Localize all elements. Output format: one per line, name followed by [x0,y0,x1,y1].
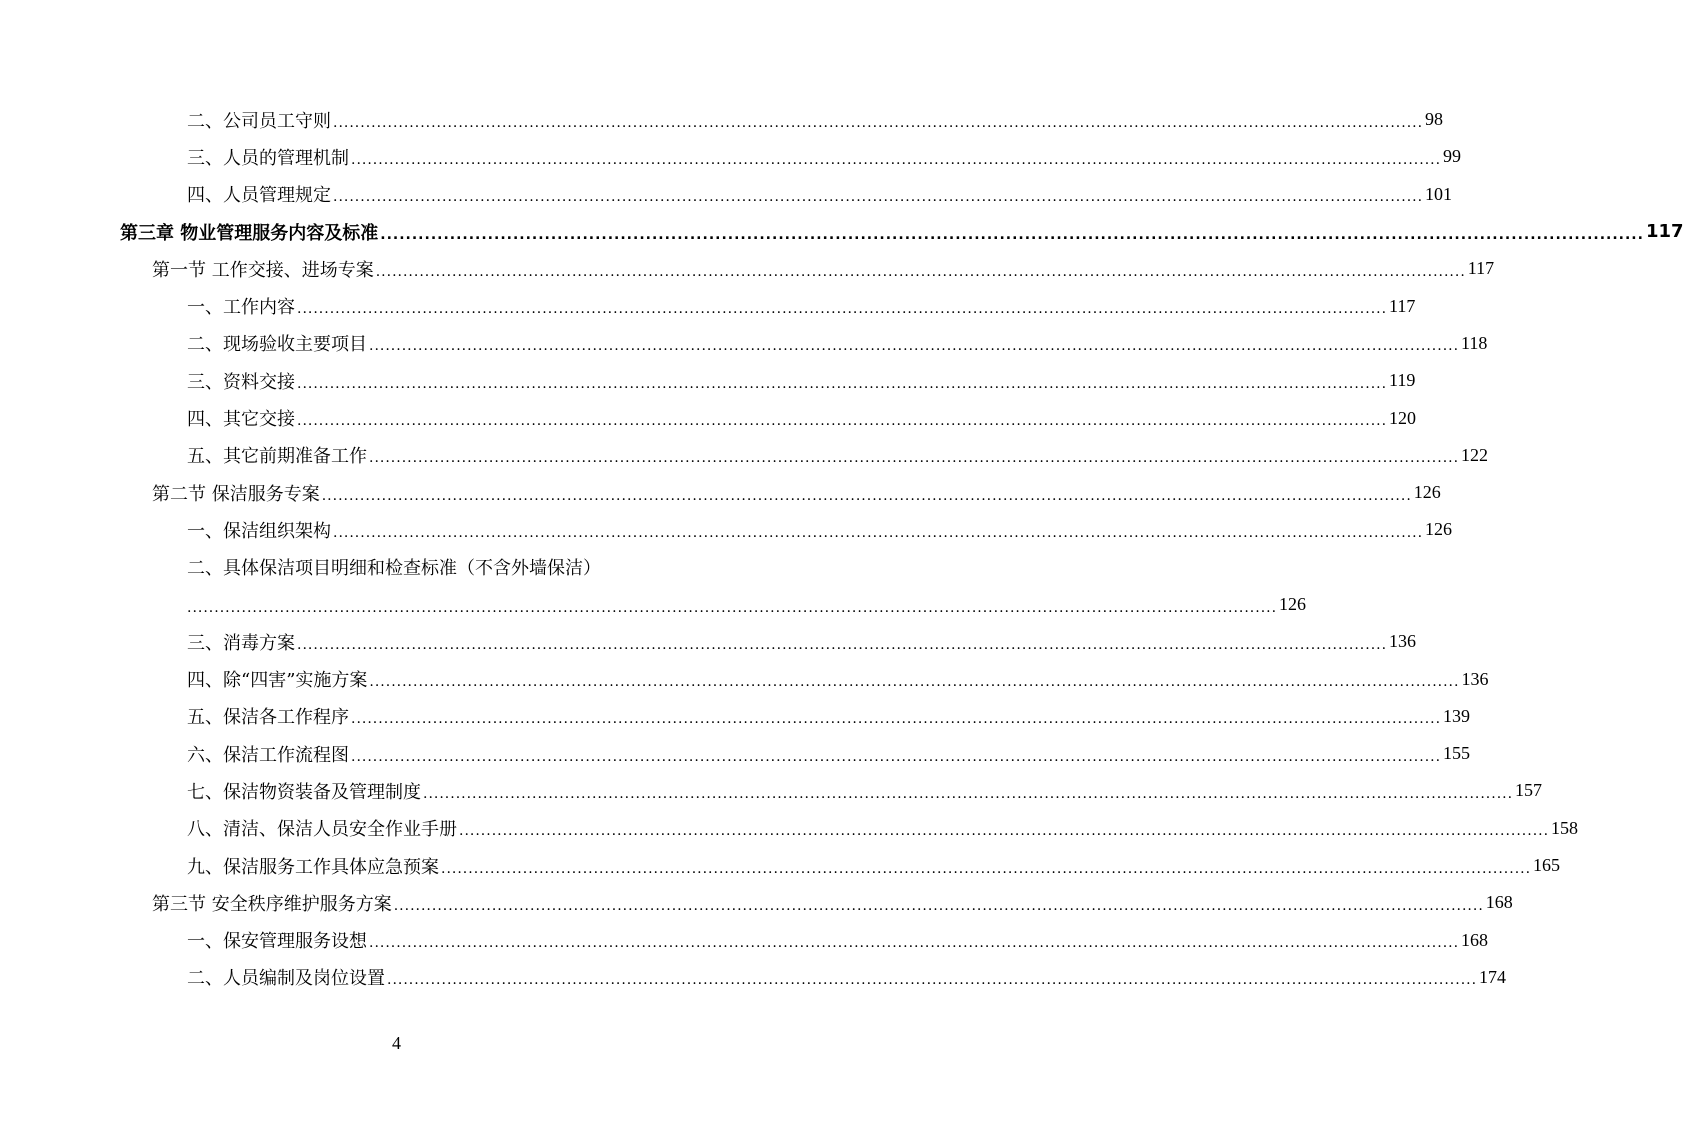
toc-entry-page: 98 [1425,109,1444,130]
toc-entry[interactable] [187,511,1453,548]
toc-entry[interactable] [187,698,1471,735]
toc-entry[interactable] [187,660,1489,697]
toc-entry-page: 136 [1389,631,1417,652]
dot-leader: ........................................................................................................................................................................................................ [369,674,1460,691]
table-of-contents [0,101,1684,996]
dot-leader: ........................................................................................................................................................................................................ [459,823,1550,840]
dot-leader: ........................................................................................................................................................................................................ [333,189,1424,206]
dot-leader: ........................................................................................................................................................................................................ [441,860,1532,877]
toc-entry-title: 三、资料交接 [187,371,295,393]
toc-entry-page: 174 [1479,966,1507,987]
toc-section[interactable] [152,474,1441,511]
toc-entry-page: 168 [1485,892,1513,913]
dot-leader: ........................................................................................................................................................................................................ [387,972,1478,989]
toc-entry-title: 四、除“四害”实施方案 [187,670,368,692]
dot-leader: ........................................................................................................................................................................................................ [297,301,1388,318]
toc-entry-title: 三、消毒方案 [187,632,295,654]
toc-entry-page: 136 [1461,668,1489,689]
toc-entry-title: 二、具体保洁项目明细和检查标准（不含外墙保洁） [187,558,601,580]
toc-entry-title: 四、人员管理规定 [187,185,331,207]
toc-entry[interactable] [187,922,1489,959]
dot-leader: ........................................................................................................................................................................................................ [369,450,1460,467]
toc-entry-page: 99 [1443,146,1462,167]
toc-entry-title: 一、保安管理服务设想 [187,931,367,953]
toc-entry[interactable] [187,362,1416,399]
toc-entry-page: 126 [1279,594,1307,614]
dot-leader: ........................................................................................................................................................................................................ [369,338,1460,355]
toc-entry[interactable] [187,772,1543,809]
toc-entry-page: 117 [1467,258,1495,279]
toc-entry-title: 第三节 安全秩序维护服务方案 [152,893,392,915]
dot-leader: ........................................................................................................................................................................................................ [369,935,1460,952]
dot-leader: ........................................................................................................................................................................................................ [351,151,1442,168]
dot-leader: ........................................................................................................................................................................................................ [375,263,1466,280]
toc-entry-page: 126 [1413,482,1441,503]
page-number: 4 [392,1033,401,1053]
toc-entry[interactable] [187,623,1417,660]
toc-entry-page: 139 [1443,705,1471,726]
toc-entry-page: 157 [1515,780,1543,801]
toc-entry-page: 101 [1425,183,1453,204]
toc-entry-title: 三、人员的管理机制 [187,147,349,169]
dot-leader: ........................................................................................................................................................................................................ [321,487,1412,504]
toc-entry-title: 二、现场验收主要项目 [187,334,367,356]
toc-entry-title: 六、保洁工作流程图 [187,744,349,766]
toc-entry-title: 第三章 物业管理服务内容及标准 [120,222,379,244]
toc-entry-title: 一、保洁组织架构 [187,520,331,542]
toc-entry-title: 二、公司员工守则 [187,110,331,132]
dot-leader: ........................................................................................................................................................................................................ [380,226,1644,243]
toc-entry[interactable] [187,959,1507,996]
toc-section[interactable] [152,884,1513,921]
toc-entry[interactable] [187,138,1462,175]
toc-entry-page: 117 [1389,295,1416,316]
toc-entry-title: 五、保洁各工作程序 [187,707,349,729]
toc-entry[interactable] [187,810,1579,847]
toc-entry-title: 四、其它交接 [187,409,295,431]
toc-entry-title: 七、保洁物资装备及管理制度 [187,781,421,803]
toc-chapter[interactable] [120,213,1684,250]
toc-entry[interactable] [187,287,1416,324]
dot-leader: ........................................................................................................................................................................................................ [423,785,1514,802]
toc-entry-title: 第一节 工作交接、进场专案 [152,259,374,281]
toc-entry[interactable] [187,325,1488,362]
toc-entry-page: 168 [1461,929,1489,950]
toc-entry-title: 一、工作内容 [187,297,295,319]
dot-leader: ........................................................................................................................................................................................................ [333,114,1424,131]
dot-leader: ........................................................................................................................................................................................................ [351,748,1442,765]
toc-entry-page: 118 [1461,332,1488,353]
toc-entry-title: 五、其它前期准备工作 [187,446,367,468]
toc-entry-page: 158 [1551,817,1579,838]
toc-entry[interactable] [187,735,1471,772]
toc-entry[interactable] [187,847,1561,884]
dot-leader: ........................................................................................................................................................................................................ [297,413,1388,430]
toc-entry-page: 120 [1389,407,1417,428]
toc-entry-title: 二、人员编制及岗位设置 [187,968,385,990]
dot-leader: ........................................................................................................................................................................................................ [351,711,1442,728]
dot-leader: ........................................................................................................................................................................................................ [297,375,1388,392]
dot-leader: ........................................................................................................................................................................................................ [297,636,1388,653]
toc-entry-title: 第二节 保洁服务专案 [152,483,320,505]
toc-entry-page: 155 [1443,743,1471,764]
toc-entry-page: 122 [1461,444,1489,465]
dot-leader: ........................................................................................................................................................................................................ [393,897,1484,914]
toc-entry[interactable] [187,549,673,586]
toc-entry[interactable] [187,399,1417,436]
toc-entry[interactable] [187,437,1489,474]
toc-entry-title: 八、清洁、保洁人员安全作业手册 [187,819,457,841]
dot-leader: ........................................................................................................................................................................................................ [333,524,1424,541]
toc-entry-page: 119 [1389,370,1416,391]
toc-entry[interactable] [187,101,1444,138]
toc-entry-continuation[interactable] [187,586,1307,623]
toc-entry[interactable] [187,176,1453,213]
toc-entry-page: 117 [1645,221,1684,243]
dot-leader: ........................................................................................................................................................................................................ [187,599,1278,616]
toc-entry-title: 九、保洁服务工作具体应急预案 [187,856,439,878]
toc-entry-page: 165 [1533,855,1561,876]
toc-section[interactable] [152,250,1495,287]
toc-entry-page: 126 [1425,519,1453,540]
